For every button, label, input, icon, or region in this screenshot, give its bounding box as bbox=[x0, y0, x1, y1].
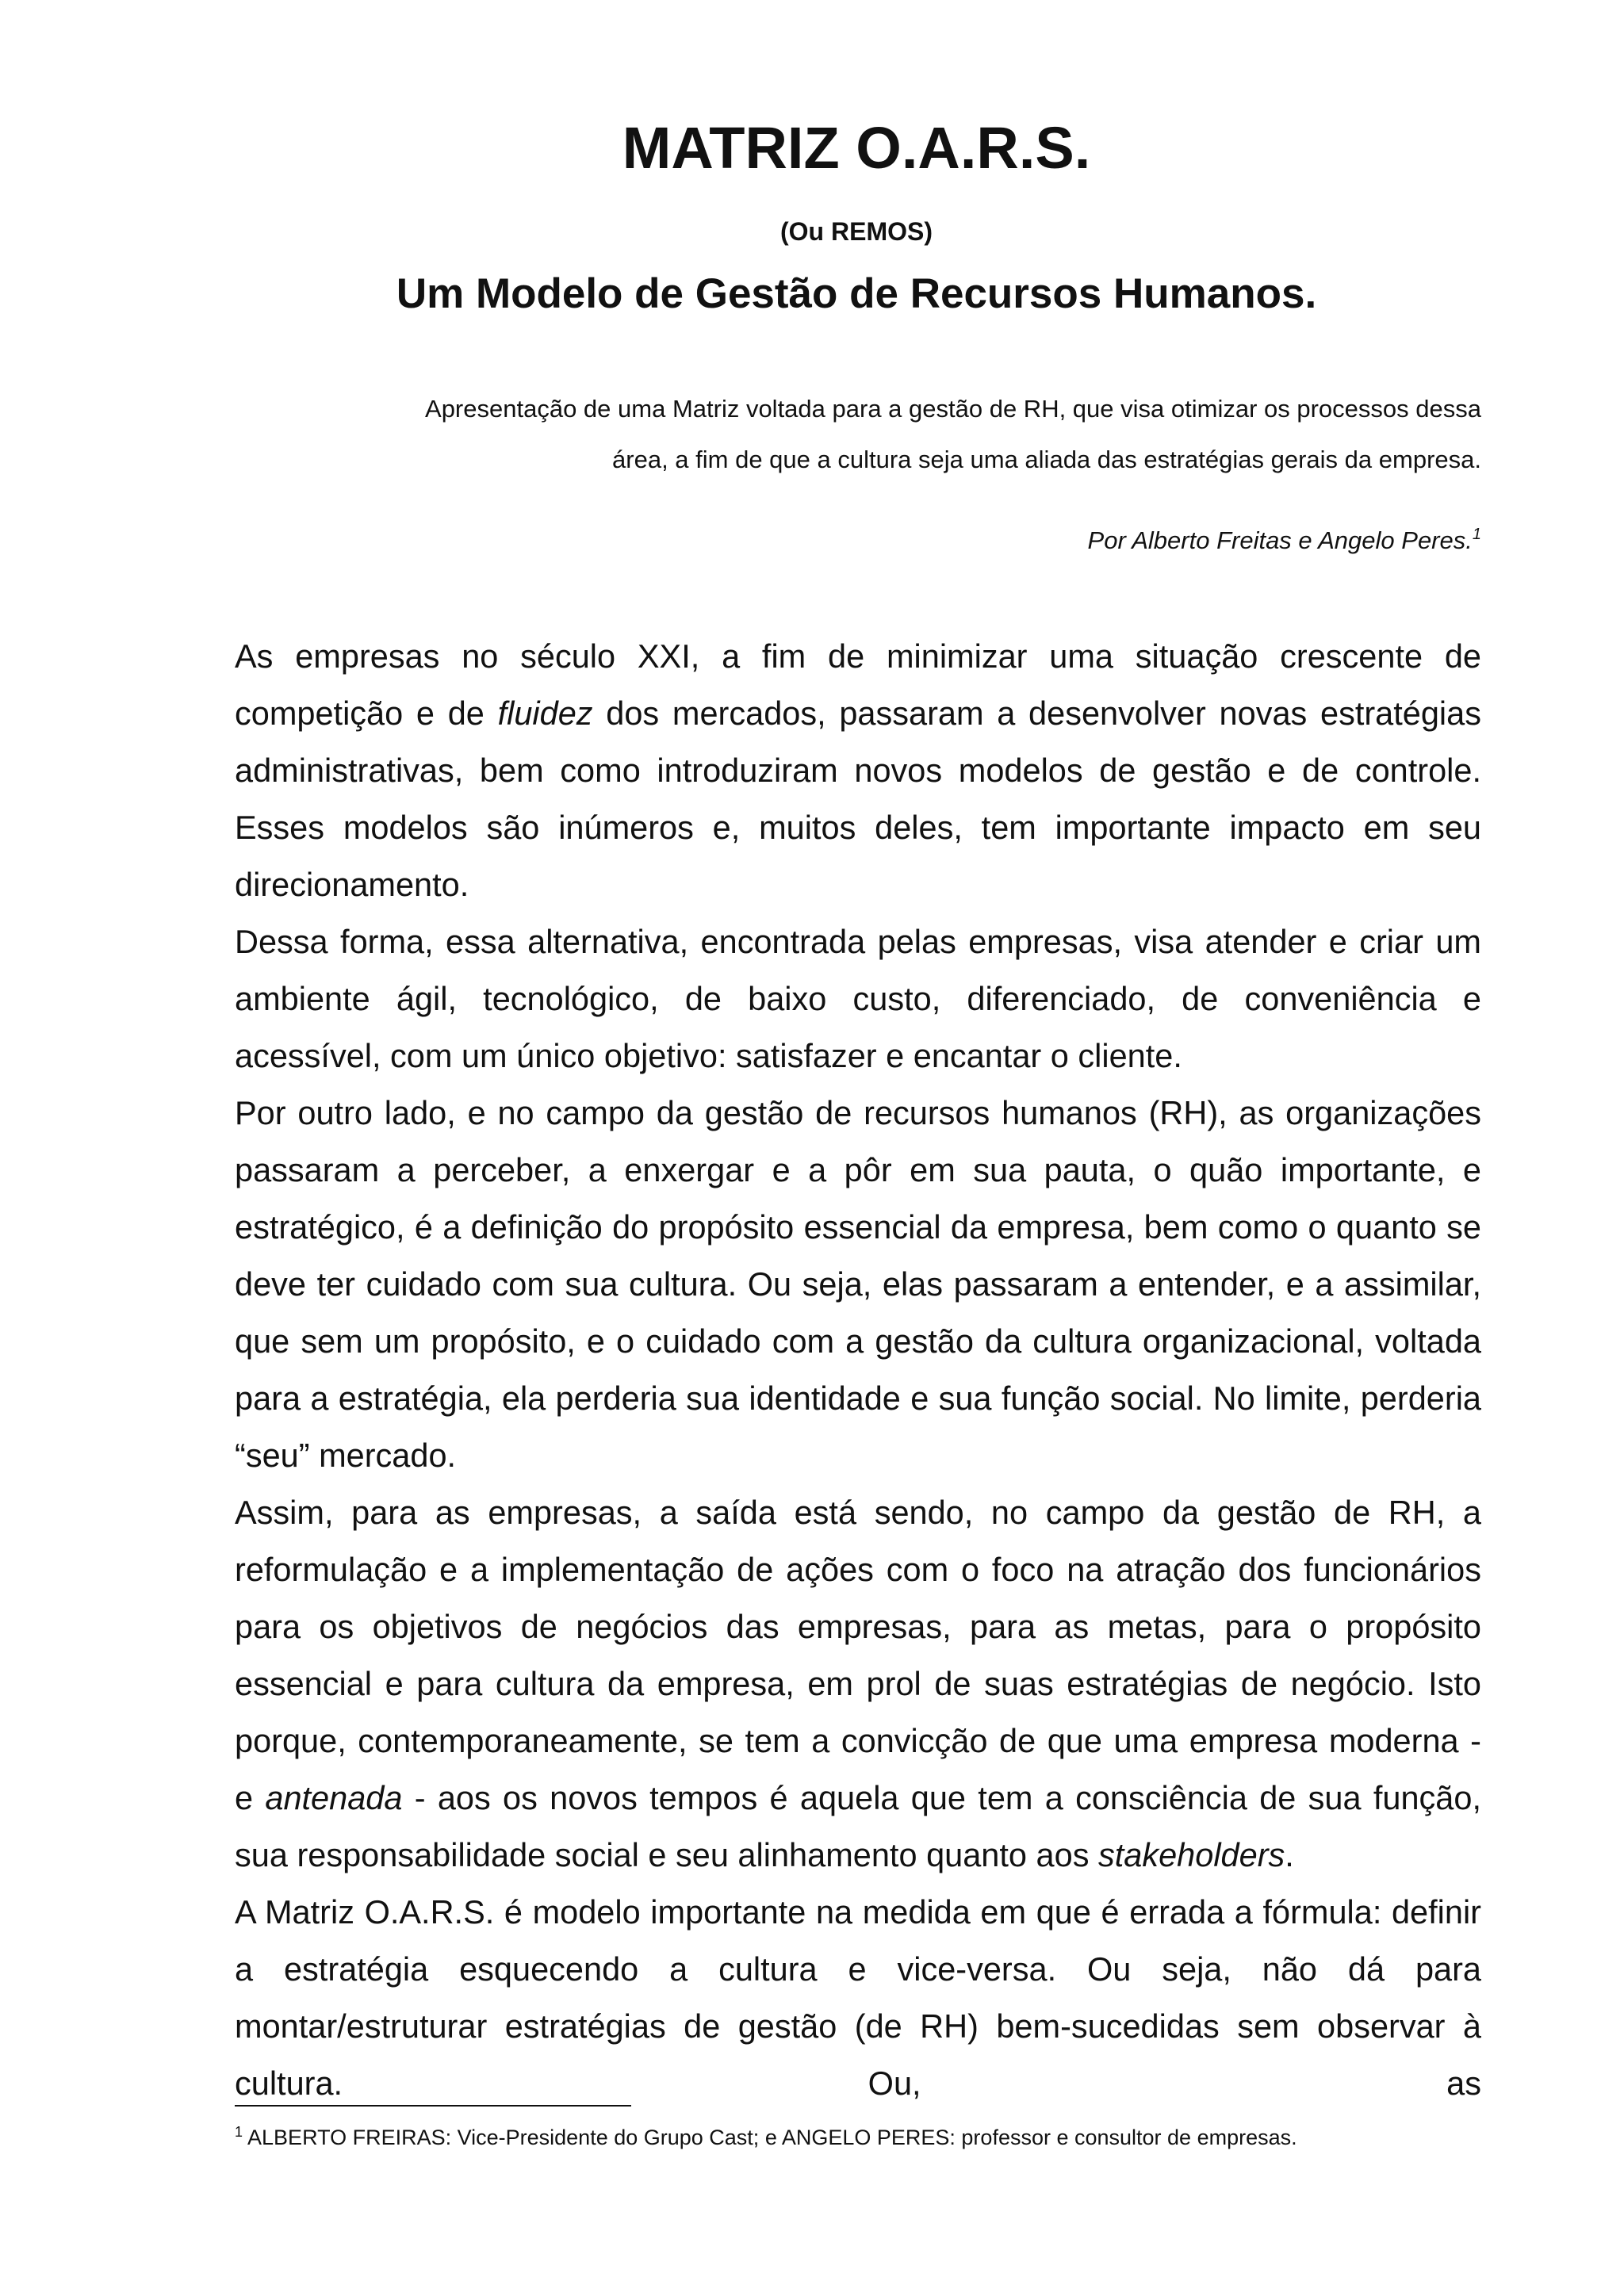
footnote-number: 1 bbox=[235, 2124, 243, 2140]
footnote-text: ALBERTO FREIRAS: Vice-Presidente do Grupo Cast; e ANGELO PERES: professor e consultor de empresas. bbox=[243, 2126, 1297, 2149]
paragraph-4-text-c: . bbox=[1285, 1836, 1294, 1873]
paragraph-1 bbox=[235, 628, 1481, 913]
footnote-reference: 1 bbox=[1472, 526, 1481, 543]
body-text bbox=[235, 628, 1481, 2112]
paragraph-4 bbox=[235, 1484, 1481, 1884]
abstract-line-1: Apresentação de uma Matriz voltada para a gestão de RH, que visa otimizar os processos dessa bbox=[425, 395, 1481, 423]
footnote-separator bbox=[235, 2105, 631, 2107]
paragraph-4-text-a: Assim, para as empresas, a saída está sendo, no campo da gestão de RH, a reformulação e a implementação de ações com o foco na atração dos funcionários para os objetivos de negócios das empresas, para as metas, para o propósito essencial e para cultura da empresa, em prol de suas estratégias de negócio. Isto porque, contemporaneamente, se tem a convicção de que uma empresa moderna - e bbox=[235, 1494, 1481, 1816]
document-title: MATRIZ O.A.R.S. bbox=[622, 115, 1091, 181]
emphasis-stakeholders: stakeholders bbox=[1097, 1836, 1285, 1873]
abstract bbox=[285, 384, 1481, 485]
paragraph-1-text-b: dos mercados, passaram a desenvolver novas estratégias administrativas, bem como introduziram novos modelos de gestão e de controle. Esses modelos são inúmeros e, muitos deles, tem importante impacto em seu direcionamento. bbox=[235, 695, 1481, 903]
emphasis-fluidez: fluidez bbox=[497, 695, 593, 732]
author-byline bbox=[793, 525, 1481, 557]
byline-text: Por Alberto Freitas e Angelo Peres. bbox=[1087, 526, 1473, 554]
footnote bbox=[235, 2122, 1503, 2153]
document-heading: Um Modelo de Gestão de Recursos Humanos. bbox=[396, 270, 1317, 317]
emphasis-antenada: antenada bbox=[265, 1779, 403, 1816]
paragraph-4-text-b: - aos os novos tempos é aquela que tem a consciência de sua função, sua responsabilidade social e seu alinhamento quanto aos bbox=[235, 1779, 1481, 1873]
paragraph-5: A Matriz O.A.R.S. é modelo importante na medida em que é errada a fórmula: definir a estratégia esquecendo a cultura e vice-versa. Ou seja, não dá para montar/estruturar estratégias de gestão (de RH) bem-sucedidas sem observar à cultura. Ou, as bbox=[235, 1893, 1481, 2102]
document-subtitle: (Ou REMOS) bbox=[780, 217, 933, 246]
paragraph-2: Dessa forma, essa alternativa, encontrada pelas empresas, visa atender e criar um ambiente ágil, tecnológico, de baixo custo, diferenciado, de conveniência e acessível, com um único objetivo: satisfazer e encantar o cliente. bbox=[235, 923, 1481, 1074]
paragraph-1-text-a: As empresas no século XXI, a fim de minimizar uma situação crescente de competição e de bbox=[235, 637, 1481, 732]
abstract-line-2: área, a fim de que a cultura seja uma aliada das estratégias gerais da empresa. bbox=[612, 446, 1481, 473]
paragraph-3: Por outro lado, e no campo da gestão de recursos humanos (RH), as organizações passaram a perceber, a enxergar e a pôr em sua pauta, o quão importante, e estratégico, é a definição do propósito essencial da empresa, bem como o quanto se deve ter cuidado com sua cultura. Ou seja, elas passaram a entender, e a assimilar, que sem um propósito, e o cuidado com a gestão da cultura organizacional, voltada para a estratégia, ela perderia sua identidade e sua função social. No limite, perderia “seu” mercado. bbox=[235, 1094, 1481, 1474]
